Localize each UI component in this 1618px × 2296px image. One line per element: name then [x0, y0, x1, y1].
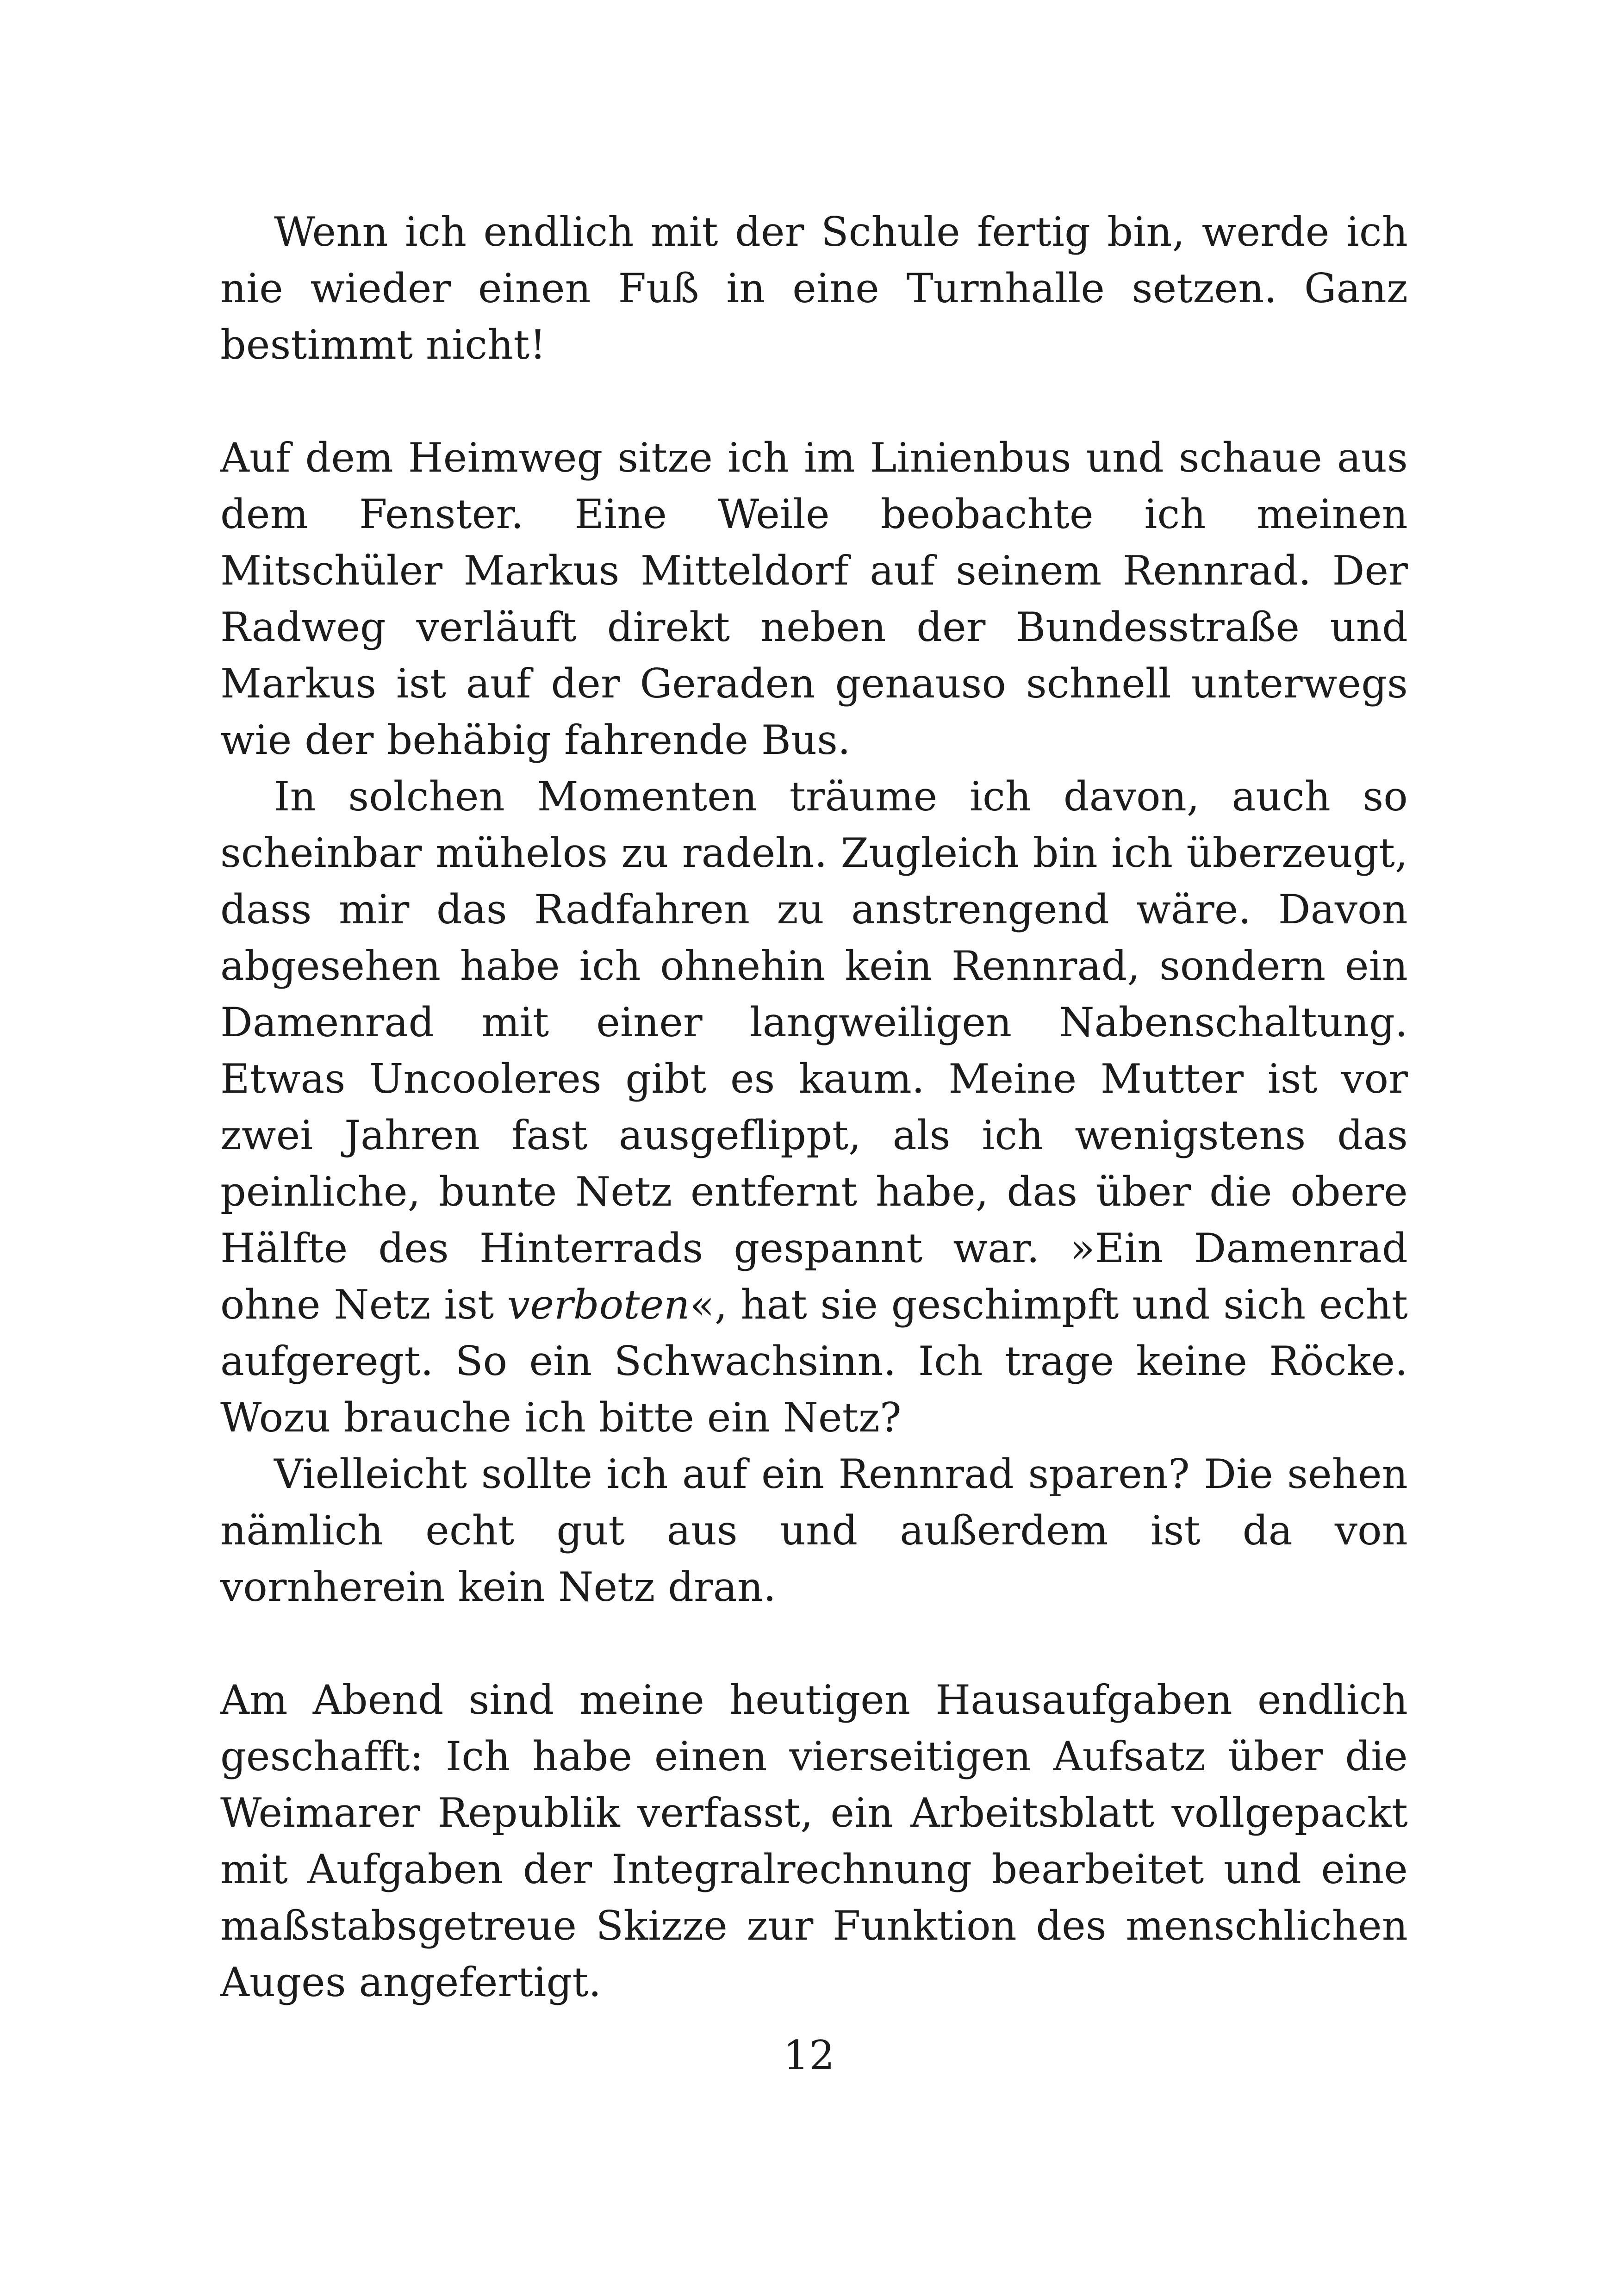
paragraph-rennrad-traum-end: «, hat sie geschimpft und sich echt aufgeregt. So ein Schwachsinn. Ich trage keine Röcke. Wozu brauche ich bitte ein Netz? — [220, 1281, 1408, 1441]
paragraph-hausaufgaben: Am Abend sind meine heutigen Hausaufgaben endlich geschafft: Ich habe einen vierseitigen Aufsatz über die Weimarer Republik verfasst, ein Arbeitsblatt vollgepackt mit Aufgaben der Integralrechnung bearbeitet und eine maßstabsgetreue Skizze zur Funktion des menschlichen Auges angefertigt. — [220, 1676, 1408, 2006]
paragraph-sparen: Vielleicht sollte ich auf ein Rennrad sparen? Die sehen nämlich echt gut aus und außerdem ist da von vornherein kein Netz dran. — [220, 1450, 1408, 1611]
paragraph-rennrad-traum — [220, 768, 1408, 1446]
body-text — [220, 204, 1408, 2010]
page-number: 12 — [783, 2032, 835, 2079]
paragraph-rennrad-traum-start: In solchen Momenten träume ich davon, auch so scheinbar mühelos zu radeln. Zugleich bin ich überzeugt, dass mir das Radfahren zu anstrengend wäre. Davon abgesehen habe ich ohnehin kein Rennrad, sondern ein Damenrad mit einer langweiligen Nabenschaltung. Etwas Uncooleres gibt es kaum. Meine Mutter ist vor zwei Jahren fast ausgeflippt, als ich wenigstens das peinliche, bunte Netz entfernt habe, das über die obere Hälfte des Hinterrads gespannt war. »Ein Damenrad ohne Netz ist — [220, 773, 1408, 1328]
paragraph-turnhalle: Wenn ich endlich mit der Schule fertig bin, werde ich nie wieder einen Fuß in eine Turnhalle setzen. Ganz bestimmt nicht! — [220, 208, 1408, 368]
paragraph-heimweg: Auf dem Heimweg sitze ich im Linienbus und schaue aus dem Fenster. Eine Weile beobachte ich meinen Mitschüler Markus Mitteldorf auf seinem Rennrad. Der Radweg verläuft direkt neben der Bundesstraße und Markus ist auf der Geraden genauso schnell unterwegs wie der behäbig fahrende Bus. — [220, 434, 1408, 764]
emphasis-verboten: verboten — [507, 1281, 690, 1328]
section-break — [220, 373, 1408, 429]
section-break — [220, 1615, 1408, 1672]
